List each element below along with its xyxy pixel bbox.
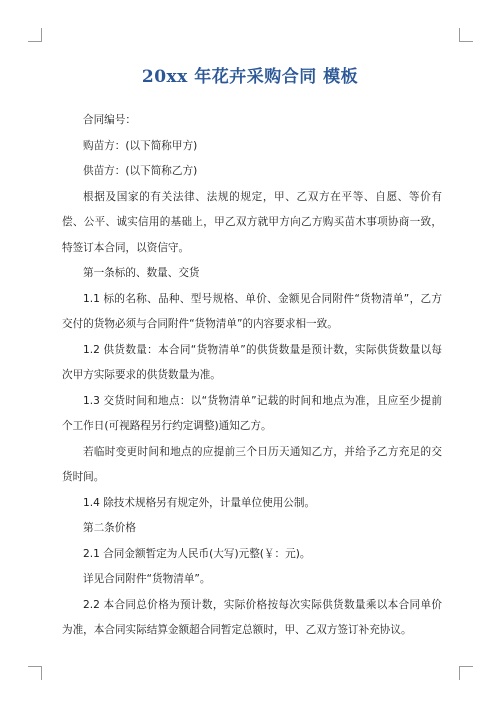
crop-mark-top-left (28, 28, 42, 42)
clause-2-1: 2.1 合同金额暂定为人民币(大写)元整(￥：元)。 (83, 547, 311, 560)
crop-mark-top-right (459, 28, 473, 42)
preamble-paragraph: 根据及国家的有关法律、法规的规定，甲、乙双方在平等、自愿、等价有偿、公平、诚实信用的基础上，甲乙双方就甲方向乙方购买苗木事项协商一致，特签订本合同，以资信守。 (62, 190, 442, 254)
article-2-heading: 第二条价格 (83, 522, 136, 534)
document-title: 20xx 年花卉采购合同 模板 (141, 67, 359, 87)
clause-2-1-note: 详见合同附件“货物清单”。 (83, 573, 211, 585)
contract-number-line: 合同编号： (83, 114, 136, 126)
crop-mark-bottom-right (459, 666, 473, 680)
article-1-heading: 第一条标的、数量、交货 (83, 267, 200, 279)
clause-1-2: 1.2 供货数量：本合同“货物清单”的供货数量是预计数，实际供货数量以每次甲方实际要求的供货数量为准。 (62, 343, 442, 381)
clause-1-3: 1.3 交货时间和地点：以“货物清单”记载的时间和地点为准，且应至少提前个工作日(可视路程另行约定调整)通知乙方。 (62, 394, 442, 432)
clause-1-3-note: 若临时变更时间和地点的应提前三个日历天通知乙方，并给予乙方充足的交货时间。 (62, 445, 442, 483)
clause-2-2: 2.2 本合同总价格为预计数，实际价格按每次实际供货数量乘以本合同单价为准，本合同实际结算金额超合同暂定总额时，甲、乙双方签订补充协议。 (62, 598, 442, 636)
crop-mark-bottom-left (28, 666, 42, 680)
document-body (62, 108, 442, 644)
supplier-line: 供苗方：(以下简称乙方) (83, 165, 198, 177)
clause-1-4: 1.4 除技术规格另有规定外，计量单位使用公制。 (83, 496, 316, 509)
clause-1-1: 1.1 标的名称、品种、型号规格、单价、金额见合同附件“货物清单”，乙方交付的货物必须与合同附件“货物清单”的内容要求相一致。 (62, 292, 442, 330)
buyer-line: 购苗方：(以下简称甲方) (83, 139, 198, 152)
